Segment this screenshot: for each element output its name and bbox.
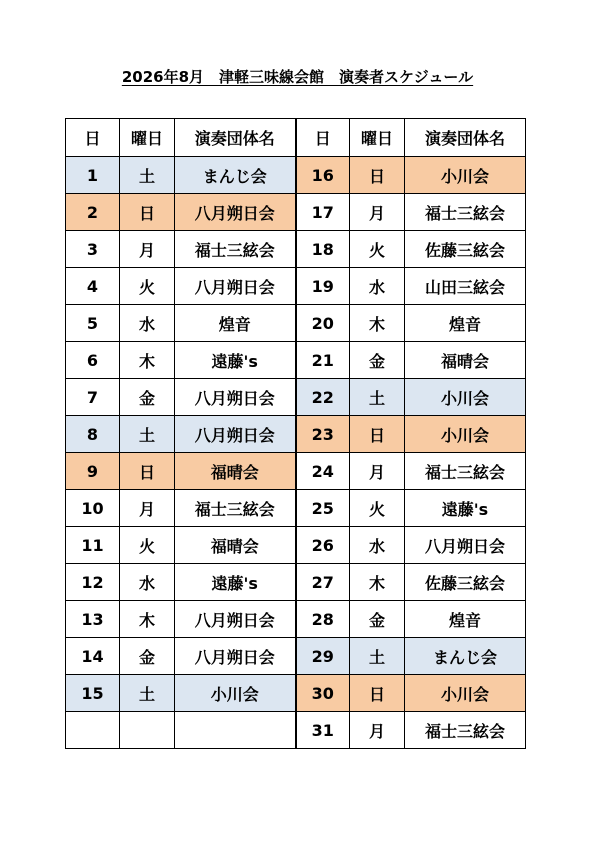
cell-performer-left: 福晴会 bbox=[175, 453, 296, 490]
cell-performer-right: 佐藤三絃会 bbox=[405, 564, 526, 601]
table-row bbox=[66, 379, 526, 416]
header-weekday-right: 曜日 bbox=[350, 119, 405, 157]
table-row bbox=[66, 231, 526, 268]
cell-weekday-left: 水 bbox=[120, 305, 175, 342]
cell-weekday-right: 火 bbox=[350, 231, 405, 268]
cell-day-right: 22 bbox=[296, 379, 350, 416]
cell-performer-left: 八月朔日会 bbox=[175, 379, 296, 416]
table-row bbox=[66, 490, 526, 527]
table-row bbox=[66, 675, 526, 712]
cell-day-left: 5 bbox=[66, 305, 120, 342]
cell-weekday-right: 月 bbox=[350, 712, 405, 749]
cell-day-right: 23 bbox=[296, 416, 350, 453]
cell-weekday-right: 水 bbox=[350, 268, 405, 305]
cell-day-left: 4 bbox=[66, 268, 120, 305]
cell-performer-right: 福士三絃会 bbox=[405, 194, 526, 231]
header-performer-left: 演奏団体名 bbox=[175, 119, 296, 157]
cell-weekday-right: 土 bbox=[350, 638, 405, 675]
cell-performer-left: 遠藤's bbox=[175, 564, 296, 601]
cell-weekday-right: 火 bbox=[350, 490, 405, 527]
header-row bbox=[66, 119, 526, 157]
cell-weekday-right: 月 bbox=[350, 453, 405, 490]
cell-weekday-right: 木 bbox=[350, 305, 405, 342]
table-row bbox=[66, 453, 526, 490]
cell-day-right: 17 bbox=[296, 194, 350, 231]
cell-weekday-right: 土 bbox=[350, 379, 405, 416]
cell-performer-right: まんじ会 bbox=[405, 638, 526, 675]
cell-weekday-left bbox=[120, 712, 175, 749]
cell-performer-left: まんじ会 bbox=[175, 157, 296, 194]
cell-day-left: 10 bbox=[66, 490, 120, 527]
cell-weekday-left: 金 bbox=[120, 379, 175, 416]
cell-day-right: 20 bbox=[296, 305, 350, 342]
cell-weekday-left: 土 bbox=[120, 416, 175, 453]
cell-day-left: 13 bbox=[66, 601, 120, 638]
cell-weekday-left: 火 bbox=[120, 527, 175, 564]
table-row bbox=[66, 527, 526, 564]
cell-performer-right: 遠藤's bbox=[405, 490, 526, 527]
cell-performer-left: 八月朔日会 bbox=[175, 601, 296, 638]
cell-day-left: 12 bbox=[66, 564, 120, 601]
cell-day-left: 7 bbox=[66, 379, 120, 416]
cell-day-right: 31 bbox=[296, 712, 350, 749]
cell-weekday-right: 水 bbox=[350, 527, 405, 564]
cell-day-right: 26 bbox=[296, 527, 350, 564]
cell-day-left bbox=[66, 712, 120, 749]
cell-performer-left: 八月朔日会 bbox=[175, 638, 296, 675]
cell-weekday-right: 木 bbox=[350, 564, 405, 601]
cell-day-left: 6 bbox=[66, 342, 120, 379]
cell-weekday-right: 金 bbox=[350, 342, 405, 379]
table-row bbox=[66, 712, 526, 749]
cell-performer-left bbox=[175, 712, 296, 749]
cell-performer-left: 福士三絃会 bbox=[175, 490, 296, 527]
cell-weekday-left: 木 bbox=[120, 601, 175, 638]
cell-performer-left: 八月朔日会 bbox=[175, 194, 296, 231]
cell-day-left: 1 bbox=[66, 157, 120, 194]
table-row bbox=[66, 638, 526, 675]
cell-weekday-left: 月 bbox=[120, 231, 175, 268]
cell-day-left: 9 bbox=[66, 453, 120, 490]
cell-day-right: 29 bbox=[296, 638, 350, 675]
cell-day-right: 30 bbox=[296, 675, 350, 712]
cell-weekday-right: 日 bbox=[350, 157, 405, 194]
cell-performer-right: 福士三絃会 bbox=[405, 712, 526, 749]
cell-performer-right: 福晴会 bbox=[405, 342, 526, 379]
header-performer-right: 演奏団体名 bbox=[405, 119, 526, 157]
cell-performer-left: 小川会 bbox=[175, 675, 296, 712]
cell-performer-right: 佐藤三絃会 bbox=[405, 231, 526, 268]
table-row bbox=[66, 194, 526, 231]
cell-performer-right: 煌音 bbox=[405, 601, 526, 638]
cell-day-left: 15 bbox=[66, 675, 120, 712]
cell-weekday-right: 月 bbox=[350, 194, 405, 231]
cell-performer-right: 小川会 bbox=[405, 379, 526, 416]
cell-performer-right: 福士三絃会 bbox=[405, 453, 526, 490]
cell-performer-right: 小川会 bbox=[405, 157, 526, 194]
cell-day-left: 2 bbox=[66, 194, 120, 231]
cell-performer-right: 山田三絃会 bbox=[405, 268, 526, 305]
table-row bbox=[66, 601, 526, 638]
cell-weekday-right: 日 bbox=[350, 416, 405, 453]
cell-weekday-left: 日 bbox=[120, 194, 175, 231]
cell-weekday-left: 金 bbox=[120, 638, 175, 675]
cell-day-left: 3 bbox=[66, 231, 120, 268]
cell-performer-left: 遠藤's bbox=[175, 342, 296, 379]
cell-weekday-right: 金 bbox=[350, 601, 405, 638]
page-title bbox=[0, 67, 595, 87]
header-weekday-left: 曜日 bbox=[120, 119, 175, 157]
cell-weekday-left: 火 bbox=[120, 268, 175, 305]
cell-performer-left: 八月朔日会 bbox=[175, 268, 296, 305]
table-row bbox=[66, 268, 526, 305]
cell-weekday-right: 日 bbox=[350, 675, 405, 712]
cell-day-right: 21 bbox=[296, 342, 350, 379]
cell-weekday-left: 月 bbox=[120, 490, 175, 527]
cell-day-right: 25 bbox=[296, 490, 350, 527]
cell-day-left: 14 bbox=[66, 638, 120, 675]
cell-day-right: 18 bbox=[296, 231, 350, 268]
table-row bbox=[66, 564, 526, 601]
page-title-text: 2026年8月 津軽三味線会館 演奏者スケジュール bbox=[121, 68, 474, 86]
cell-performer-left: 福晴会 bbox=[175, 527, 296, 564]
table-row bbox=[66, 416, 526, 453]
schedule-body bbox=[66, 157, 526, 749]
cell-weekday-left: 水 bbox=[120, 564, 175, 601]
cell-weekday-left: 木 bbox=[120, 342, 175, 379]
table-row bbox=[66, 342, 526, 379]
header-day-left: 日 bbox=[66, 119, 120, 157]
cell-weekday-left: 土 bbox=[120, 675, 175, 712]
cell-performer-left: 八月朔日会 bbox=[175, 416, 296, 453]
cell-day-right: 16 bbox=[296, 157, 350, 194]
cell-weekday-left: 土 bbox=[120, 157, 175, 194]
schedule-table bbox=[65, 118, 526, 749]
cell-performer-right: 小川会 bbox=[405, 416, 526, 453]
cell-performer-left: 煌音 bbox=[175, 305, 296, 342]
cell-day-left: 8 bbox=[66, 416, 120, 453]
cell-performer-right: 煌音 bbox=[405, 305, 526, 342]
header-day-right: 日 bbox=[296, 119, 350, 157]
cell-performer-right: 小川会 bbox=[405, 675, 526, 712]
cell-day-right: 24 bbox=[296, 453, 350, 490]
table-row bbox=[66, 305, 526, 342]
cell-performer-right: 八月朔日会 bbox=[405, 527, 526, 564]
cell-day-right: 27 bbox=[296, 564, 350, 601]
cell-day-right: 28 bbox=[296, 601, 350, 638]
table-row bbox=[66, 157, 526, 194]
cell-weekday-left: 日 bbox=[120, 453, 175, 490]
cell-day-left: 11 bbox=[66, 527, 120, 564]
cell-day-right: 19 bbox=[296, 268, 350, 305]
cell-performer-left: 福士三絃会 bbox=[175, 231, 296, 268]
